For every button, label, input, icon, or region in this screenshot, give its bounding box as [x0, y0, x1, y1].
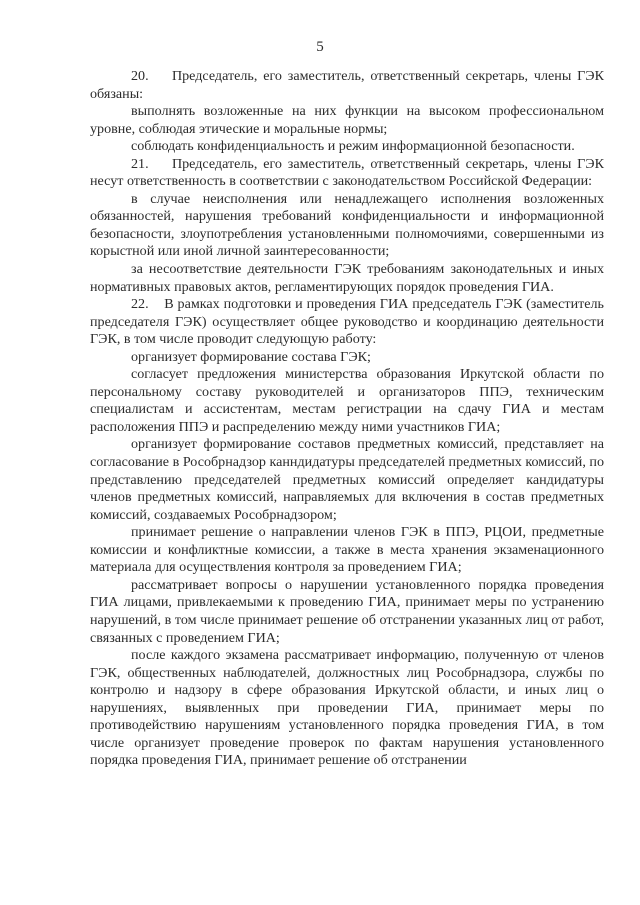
paragraph-21-liability-duties: в случае неисполнения или ненадлежащего исполнения возложенных обязанностей, нарушения требований конфиденциальности и информационной безопасности, злоупотребления установленными полномочиями, совершенными из корыстной или иной личной заинтересованности; [90, 190, 604, 260]
paragraph-20-duty-functions: выполнять возложенные на них функции на высоком профессиональном уровне, соблюдая этические и моральные нормы; [90, 103, 604, 137]
paragraph-22-item-post-exam-review: после каждого экзамена рассматривает информацию, полученную от членов ГЭК, общественных наблюдателей, должностных лиц Рособрнадзора, службы по контролю и надзору в сфере образования Иркутской области, и иных лиц о нарушениях, выявленных при проведении ГИА, принимает меры по противодействию нарушениям установленного порядка проведения ГИА, в том числе организует проведение проверок по фактам нарушения установленного порядка проведения ГИА, принимает решение об отстранении [90, 647, 604, 769]
paragraph-22-item-violations: рассматривает вопросы о нарушении установленного порядка проведения ГИА лицами, привлекаемыми к проведению ГИА, принимает меры по устранению нарушений, в том числе принимает решение об отстранении указанных лиц от работ, связанных с проведением ГИА; [90, 576, 604, 646]
paragraph-22-item-composition: организует формирование состава ГЭК; [131, 348, 371, 365]
paragraph-20-duty-confidentiality: соблюдать конфиденциальность и режим информационной безопасности. [131, 138, 575, 155]
paragraph-21-intro: 21. Председатель, его заместитель, ответственный секретарь, члены ГЭК несут ответственность в соответствии с законодательством Российской Федерации: [90, 155, 604, 190]
document-body [90, 68, 604, 770]
paragraph-21-liability-compliance: за несоответствие деятельности ГЭК требованиям законодательных и иных нормативных правовых актов, регламентирующих порядок проведения ГИА. [90, 261, 604, 295]
paragraph-22-item-subject-commissions: организует формирование составов предметных комиссий, представляет на согласование в Рособрнадзор канндидатуры председателей предметных комиссий, по представлению председателей предметных комиссий определяет кандидатуры членов предметных комиссий, направляемых для включения в состав предметных комиссий, создаваемых Рособрнадзором; [90, 436, 604, 523]
paragraph-22-item-ppe-staff: согласует предложения министерства образования Иркутской области по персональному составу руководителей и организаторов ППЭ, техническим специалистам и ассистентам, местам регистрации на сдачу ГИА и местам расположения ППЭ и распределению между ними участников ГИА; [90, 366, 604, 435]
paragraph-20-intro: 20. Председатель, его заместитель, ответственный секретарь, члены ГЭК обязаны: [90, 68, 604, 102]
paragraph-22-item-member-assignment: принимает решение о направлении членов ГЭК в ППЭ, РЦОИ, предметные комиссии и конфликтные комиссии, а также в места хранения экзаменационного материала для осуществления контроля за проведением ГИА; [90, 524, 604, 576]
page-number: 5 [316, 39, 324, 55]
paragraph-22-intro: 22. В рамках подготовки и проведения ГИА председатель ГЭК (заместитель председателя ГЭК) осуществляет общее руководство и координацию деятельности ГЭК, в том числе проводит следующую работу: [90, 296, 604, 348]
